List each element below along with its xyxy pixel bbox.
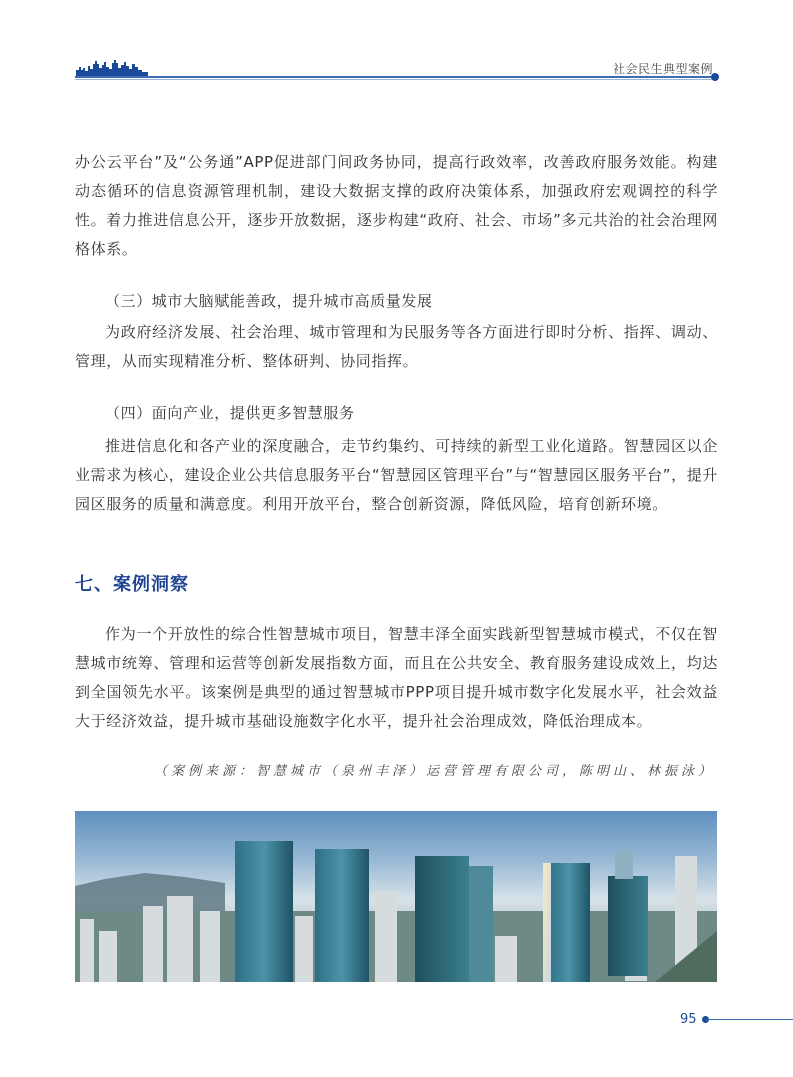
case-source-citation: （案例来源：智慧城市（泉州丰泽）运营管理有限公司，陈明山、林振泳）: [153, 764, 715, 779]
city-skyline-photo: [75, 811, 717, 982]
subsection-3-title: （三）城市大脑赋能善政，提升城市高质量发展: [105, 292, 433, 310]
city-skyline-icon: [76, 58, 148, 76]
section-7-title: 七、案例洞察: [75, 574, 189, 595]
subsection-4-title: （四）面向产业，提供更多智慧服务: [105, 404, 355, 422]
page-header: [0, 0, 793, 90]
header-rule-secondary: [75, 79, 715, 80]
photo-buildings-illustration: [75, 811, 717, 982]
paragraph-continued: 办公云平台”及“公务通”APP促进部门间政务协同，提高行政效率，改善政府服务效能。构建动态循环的信息资源管理机制，建设大数据支撑的政府决策体系，加强政府宏观调控的科学性。着力推进信息公开，逐步开放数据，逐步构建“政府、社会、市场”多元共治的社会治理网格体系。: [75, 153, 718, 258]
footer-rule: [706, 1019, 793, 1020]
subsection-4-body: 推进信息化和各产业的深度融合，走节约集约、可持续的新型工业化道路。智慧园区以企业需求为核心，建设企业公共信息服务平台“智慧园区管理平台”与“智慧园区服务平台”，提升园区服务的质量和满意度。利用开放平台，整合创新资源，降低风险，培育创新环境。: [75, 437, 718, 513]
subsection-3-body: 为政府经济发展、社会治理、城市管理和为民服务等各方面进行即时分析、指挥、调动、管理，从而实现精准分析、整体研判、协同指挥。: [75, 323, 718, 370]
section-7-body: 作为一个开放性的综合性智慧城市项目，智慧丰泽全面实践新型智慧城市模式，不仅在智慧城市统筹、管理和运营等创新发展指数方面，而且在公共安全、教育服务建设成效上，均达到全国领先水平。该案例是典型的通过智慧城市PPP项目提升城市数字化发展水平，社会效益大于经济效益，提升城市基础设施数字化水平，提升社会治理成效，降低治理成本。: [75, 625, 718, 730]
running-title: 社会民生典型案例: [612, 62, 713, 76]
page-number: 95: [680, 1012, 697, 1027]
